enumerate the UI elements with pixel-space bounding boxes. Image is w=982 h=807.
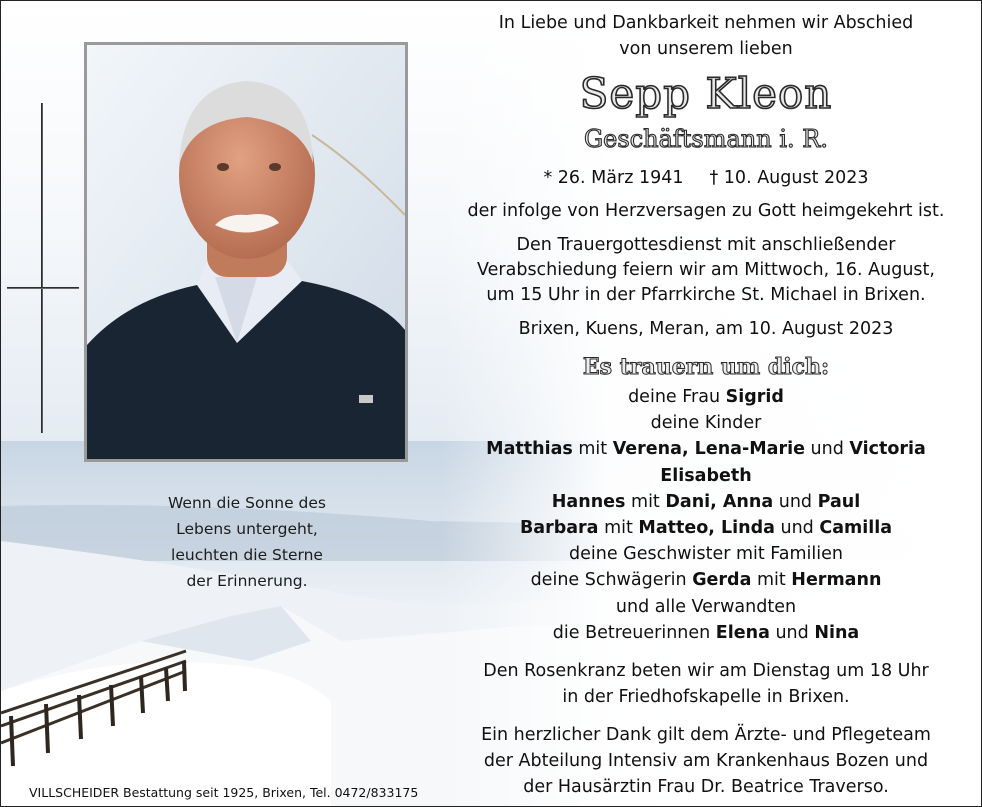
- memorial-quote: [135, 490, 359, 594]
- deceased-name: Sepp Kleon: [579, 69, 833, 118]
- quote-line: Wenn die Sonne des: [167, 494, 327, 512]
- list-item: deine Schwägerin Gerda mit Hermann: [530, 570, 882, 591]
- deceased-occupation: Geschäftsmann i. R.: [584, 125, 828, 153]
- rosary-line: Den Rosenkranz beten wir am Dienstag um 18 Uhr: [483, 661, 929, 681]
- rosary-line: in der Friedhofskapelle in Brixen.: [562, 687, 850, 707]
- quote-line: Lebens untergeht,: [176, 520, 318, 538]
- thanks-text: [431, 722, 981, 800]
- list-item: Elisabeth: [660, 465, 752, 486]
- cross-vertical: [41, 103, 43, 433]
- death-date: † 10. August 2023: [709, 168, 869, 188]
- quote-line: der Erinnerung.: [186, 572, 308, 590]
- rosary-text: [431, 658, 981, 710]
- intro-line: von unserem lieben: [619, 39, 793, 59]
- list-item: deine Frau Sigrid: [628, 387, 784, 407]
- birth-date: * 26. März 1941: [543, 168, 684, 188]
- cause-text: der infolge von Herzversagen zu Gott heimgekehrt ist.: [467, 201, 945, 221]
- list-item: die Betreuerinnen Elena und Nina: [552, 622, 860, 643]
- service-line: Verabschiedung feiern wir am Mittwoch, 16. August,: [477, 260, 935, 280]
- life-dates: [431, 165, 981, 191]
- list-item: deine Geschwister mit Familien: [568, 544, 843, 565]
- service-text: [431, 233, 981, 308]
- mourners-list: [431, 384, 981, 646]
- service-line: Den Trauergottesdienst mit anschließender: [516, 235, 896, 255]
- service-line: um 15 Uhr in der Pfarrkirche St. Michael in Brixen.: [486, 285, 926, 305]
- quote-line: leuchten die Sterne: [171, 546, 323, 564]
- thanks-line: Ein herzlicher Dank gilt dem Ärzte- und Pflegeteam: [481, 725, 931, 745]
- list-item: deine Kinder: [650, 413, 762, 434]
- cross-horizontal: [7, 287, 79, 289]
- list-item: Matthias mit Verena, Lena-Marie und Victoria: [486, 439, 926, 460]
- portrait-photo: [84, 42, 408, 462]
- list-item: und alle Verwandten: [615, 596, 797, 617]
- intro-line: In Liebe und Dankbarkeit nehmen wir Abschied: [498, 13, 914, 33]
- place-date: Brixen, Kuens, Meran, am 10. August 2023: [518, 319, 894, 339]
- intro-text: [431, 10, 981, 62]
- list-item: Hannes mit Dani, Anna und Paul: [551, 491, 861, 512]
- thanks-line: der Abteilung Intensiv am Krankenhaus Bozen und: [483, 751, 929, 771]
- mourners-heading: Es trauern um dich:: [582, 354, 830, 380]
- list-item: Barbara mit Matteo, Linda und Camilla: [519, 518, 893, 539]
- funeral-home-footer: VILLSCHEIDER Bestattung seit 1925, Brixen, Tel. 0472/833175: [29, 785, 419, 800]
- thanks-line: der Hausärztin Frau Dr. Beatrice Traverso.: [523, 777, 889, 797]
